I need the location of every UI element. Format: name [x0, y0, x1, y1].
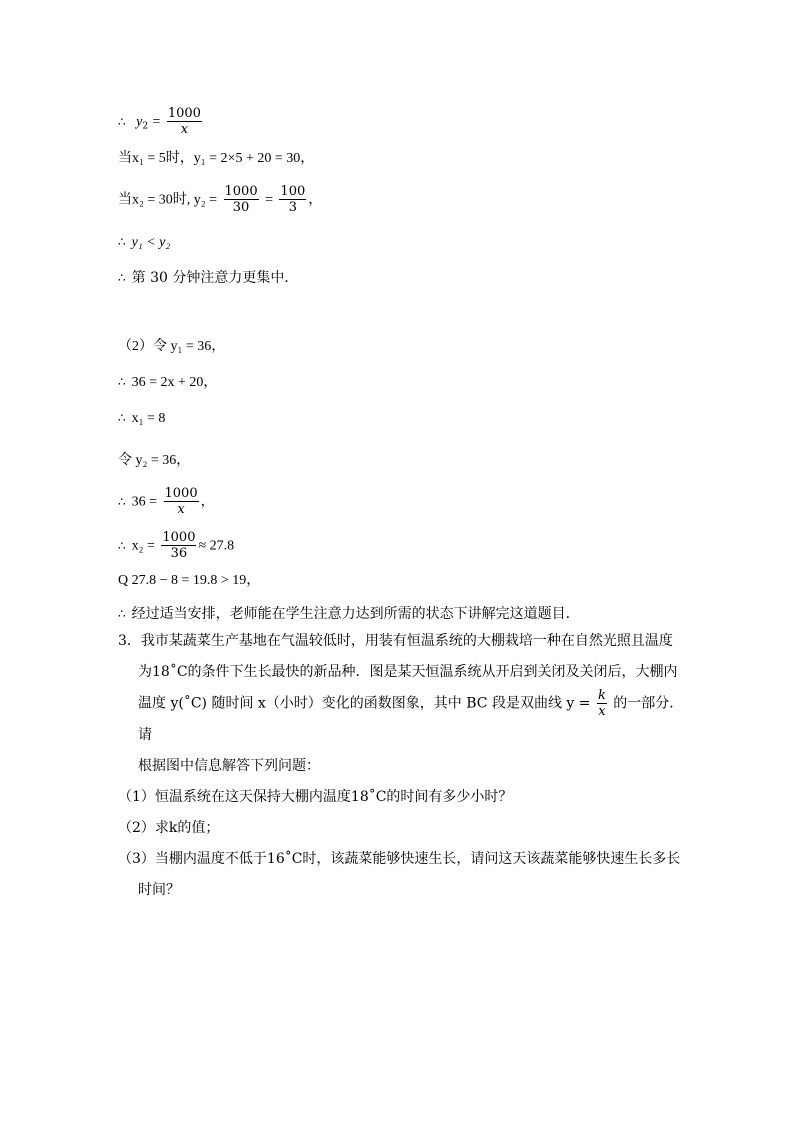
question-text: 的一部分．请: [138, 695, 684, 743]
solution-line-9: [118, 450, 190, 471]
comma: ，: [200, 493, 215, 510]
conclusion-text: 经过适当安排，老师能在学生注意力达到所需的状态下讲解完这道题目．: [131, 606, 580, 622]
equation-text: 令 y₂ = 36，: [118, 453, 191, 468]
solution-line-2: [118, 148, 314, 169]
equation-text: x₂ =: [131, 538, 155, 554]
equation-text: （2）令 y₁ = 36，: [118, 339, 226, 354]
equals-sign: =: [265, 192, 273, 208]
therefore-symbol: ∴: [118, 538, 126, 553]
solution-line-11: [118, 530, 234, 561]
fraction: [224, 184, 259, 215]
comma: ，: [308, 191, 323, 208]
fraction-numerator: k: [597, 688, 606, 703]
therefore-symbol: ∴: [118, 271, 126, 285]
therefore-symbol: ∴: [118, 494, 126, 509]
equation-text: Q 27.8 − 8 = 19.8 > 19，: [118, 573, 261, 588]
therefore-symbol: ∴: [118, 411, 126, 425]
therefore-symbol: ∴: [118, 114, 126, 129]
therefore-symbol: ∴: [118, 375, 126, 389]
conclusion-text: 第 30 分钟注意力更集中．: [131, 270, 299, 286]
therefore-symbol: ∴: [118, 607, 126, 621]
equation-text: 36 = 2x + 20，: [131, 375, 218, 390]
approx-value: ≈ 27.8: [198, 538, 235, 554]
sub-question-2: （2）求k的值；: [118, 819, 220, 836]
solution-line-6: [118, 336, 225, 357]
text-when: 当: [118, 150, 132, 166]
solution-line-13: [118, 604, 580, 624]
equation-text: 36 =: [131, 494, 158, 510]
fraction-denominator: x: [598, 704, 606, 719]
equals-sign: =: [152, 114, 161, 130]
solution-line-1: [118, 106, 204, 137]
fraction-numerator: 100: [280, 184, 306, 199]
fraction: [279, 184, 306, 215]
fraction: [597, 688, 607, 719]
solution-line-5: [118, 268, 298, 288]
sub-question-3: （3）当棚内温度不低于16˚C时，该蔬菜能够快速生长，请问这天该蔬菜能够快速生长多长: [118, 850, 681, 867]
question-line-4: 根据图中信息解答下列问题：: [138, 757, 320, 774]
question-line-1: 3．我市某蔬菜生产基地在气温较低时，用装有恒温系统的大棚栽培一种在自然光照且温度: [118, 633, 673, 649]
fraction: [167, 106, 202, 137]
fraction-numerator: 1000: [162, 530, 196, 545]
question-3: [118, 626, 688, 906]
solution-line-4: [118, 232, 170, 253]
equation-text: x₁ = 8: [131, 411, 166, 426]
solution-line-3: [118, 184, 322, 215]
text-when: 当: [118, 191, 132, 208]
fraction: [164, 486, 199, 517]
equation-text: y₁ < y₂: [131, 235, 171, 250]
solution-line-12: [118, 570, 260, 591]
fraction-denominator: 36: [170, 546, 188, 561]
sub-question-3-cont: 时间？: [138, 881, 180, 898]
sub-question-1: （1）恒温系统在这天保持大棚内温度18˚C的时间有多少小时？: [118, 788, 513, 805]
equation-text: x₂ = 30时, y₂ =: [132, 192, 218, 208]
fraction-denominator: 30: [232, 200, 250, 215]
fraction: [161, 530, 196, 561]
fraction-numerator: 1000: [167, 106, 201, 121]
fraction-numerator: 1000: [164, 486, 198, 501]
fraction-numerator: 1000: [224, 184, 258, 199]
fraction-denominator: x: [180, 122, 189, 137]
therefore-symbol: ∴: [118, 235, 126, 249]
solution-line-8: [118, 408, 165, 429]
subscript: 2: [142, 121, 149, 132]
var-y: y: [136, 114, 143, 130]
solution-line-7: [118, 372, 217, 393]
question-line-2: 为18˚C的条件下生长最快的新品种．图是某天恒温系统从开启到关闭及关闭后，大棚内: [138, 664, 678, 680]
question-text: 温度 y(˚C) 随时间 x（小时）变化的函数图象，其中 BC 段是双曲线 y =: [138, 695, 591, 712]
solution-line-10: [118, 486, 215, 517]
fraction-denominator: 3: [288, 200, 297, 215]
equation-text: x₁ = 5时，y₁ = 2×5 + 20 = 30，: [132, 151, 315, 166]
question-line-3: [118, 688, 688, 751]
fraction-denominator: x: [177, 502, 185, 517]
